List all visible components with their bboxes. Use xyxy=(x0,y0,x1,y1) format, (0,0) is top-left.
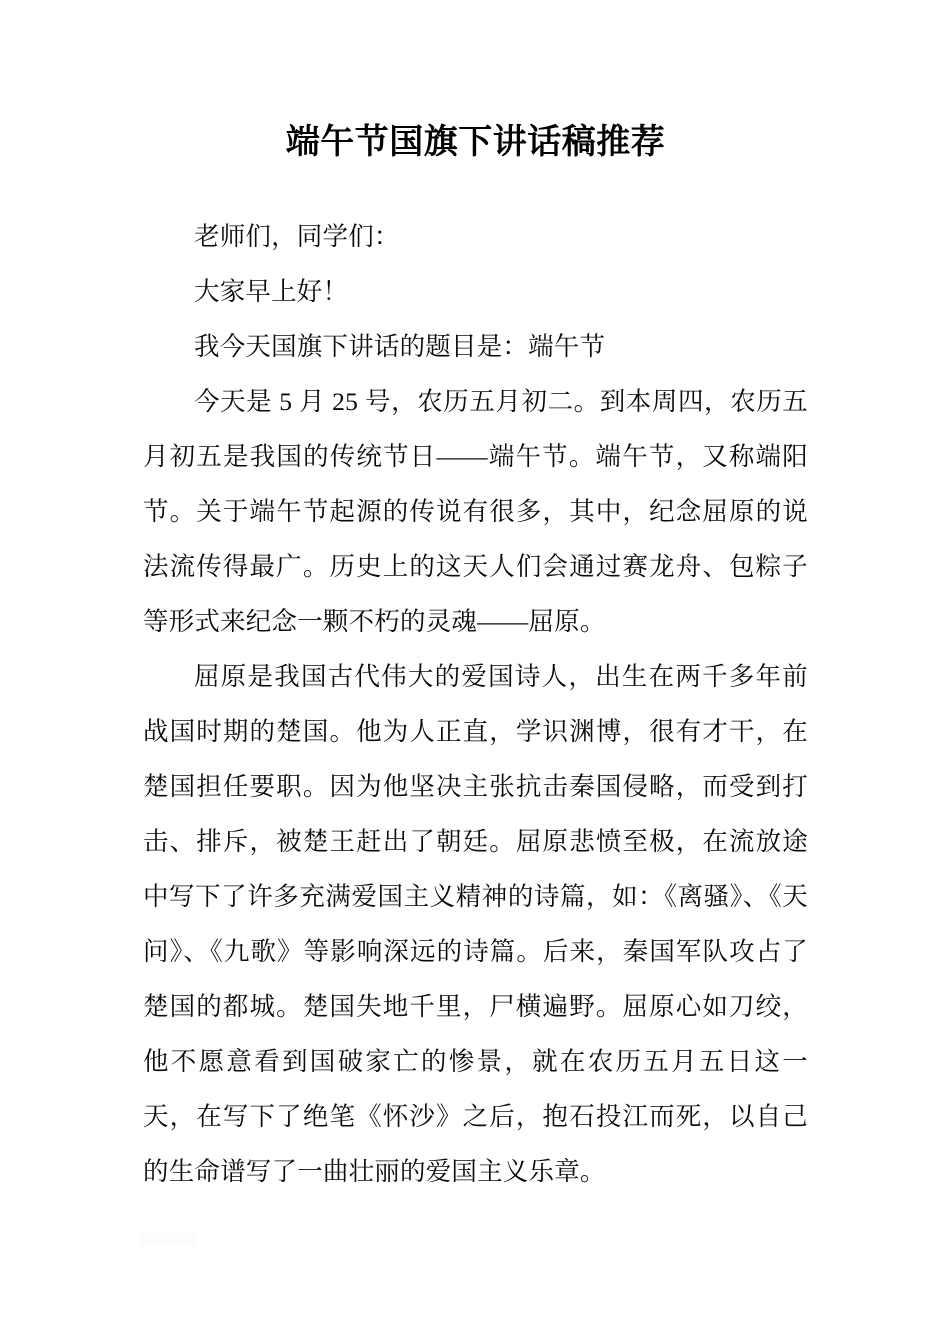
paragraph-salutation: 老师们，同学们： xyxy=(194,222,400,251)
paragraph-greeting: 大家早上好！ xyxy=(194,277,349,306)
paragraph-quyuan-biography: 屈原是我国古代伟大的爱国诗人，出生在两千多年前战国时期的楚国。他为人正直，学识渊博，很有才干，在楚国担任要职。因为他坚决主张抗击秦国侵略，而受到打击、排斥，被楚王赶出了朝廷。屈原悲愤至极，在流放途中写下了许多充满爱国主义精神的诗篇，如：《离骚》、《天问》、《九歌》等影响深远的诗篇。后来，秦国军队攻占了楚国的都城。楚国失地千里，尸横遍野。屈原心如刀绞，他不愿意看到国破家亡的惨景，就在农历五月五日这一天，在写下了绝笔《怀沙》之后，抱石投江而死，以自己的生命谱写了一曲壮丽的爱国主义乐章。 xyxy=(143,662,808,1186)
document-body xyxy=(143,0,808,1199)
faint-watermark-artifact xyxy=(140,1233,196,1246)
paragraph-festival-intro: 今天是 5 月 25 号，农历五月初二。到本周四，农历五月初五是我国的传统节日——端午节。端午节，又称端阳节。关于端午节起源的传说有很多，其中，纪念屈原的说法流传得最广。历史上的这天人们会通过赛龙舟、包粽子等形式来纪念一颗不朽的灵魂——屈原。 xyxy=(143,387,808,636)
paragraph-topic: 我今天国旗下讲话的题目是：端午节 xyxy=(194,332,606,361)
page-title: 端午节国旗下讲话稿推荐 xyxy=(285,124,666,161)
